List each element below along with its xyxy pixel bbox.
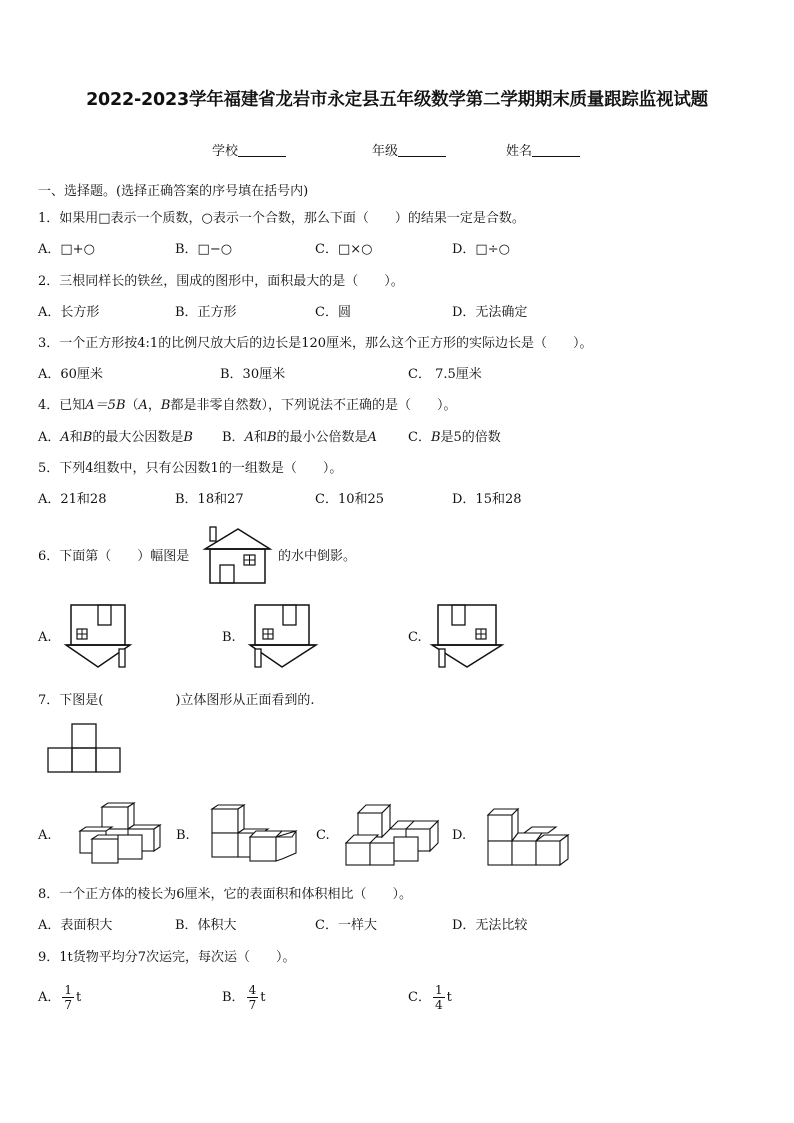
q2-option-c[interactable]: C．圆 — [315, 305, 351, 320]
q5-option-d[interactable]: D．15和28 — [452, 492, 522, 507]
school-label: 学校 — [212, 144, 239, 159]
q7-option-d-figure[interactable] — [486, 803, 578, 867]
q2-option-a[interactable]: A．长方形 — [38, 305, 100, 320]
q8-option-c[interactable]: C．一样大 — [315, 918, 377, 933]
q7-front-view — [46, 723, 126, 775]
q1-option-c[interactable]: C．□×○ — [315, 242, 373, 257]
q8-option-b[interactable]: B．体积大 — [175, 918, 237, 933]
q2-option-b[interactable]: B．正方形 — [175, 305, 237, 320]
q9-option-a[interactable]: A． $\frac{1}{7}$ t — [38, 983, 82, 1012]
fraction: $\frac{1}{4}$ — [434, 983, 443, 1012]
q3-option-c[interactable]: C． 7.5厘米 — [408, 367, 482, 382]
q8-option-d[interactable]: D．无法比较 — [452, 918, 528, 933]
question-3: 3．一个正方形按4:1的比例尺放大后的边长是120厘米，那么这个正方形的实际边长是（ ）。 — [38, 336, 593, 351]
school-field[interactable] — [212, 140, 286, 159]
q5-option-b[interactable]: B．18和27 — [175, 492, 244, 507]
q4-option-a[interactable]: A．A和B的最大公因数是B — [38, 430, 193, 445]
fraction: $\frac{4}{7}$ — [248, 983, 257, 1012]
q6-option-b-figure[interactable] — [246, 603, 322, 671]
q5-option-c[interactable]: C．10和25 — [315, 492, 385, 507]
question-7: 7．下图是( )立体图形从正面看到的. — [38, 693, 315, 708]
question-1: 1．如果用□表示一个质数，○表示一个合数，那么下面（ ）的结果一定是合数。 — [38, 211, 525, 226]
q1-option-a[interactable]: A．□+○ — [38, 242, 95, 257]
grade-field[interactable] — [372, 140, 446, 159]
q6-option-c-figure[interactable] — [430, 603, 506, 671]
question-9: 9．1t货物平均分7次运完，每次运（ ）。 — [38, 950, 296, 965]
grade-label: 年级 — [372, 144, 399, 159]
q7-option-a-figure[interactable] — [72, 803, 162, 865]
section-heading: 一、选择题。(选择正确答案的序号填在括号内) — [38, 184, 309, 199]
q8-option-a[interactable]: A．表面积大 — [38, 918, 113, 933]
q1-option-d[interactable]: D．□÷○ — [452, 242, 510, 257]
q6-option-c[interactable]: C. — [408, 630, 422, 645]
house-figure — [200, 527, 276, 585]
school-blank[interactable] — [238, 142, 286, 157]
q1-option-b[interactable]: B．□−○ — [175, 242, 233, 257]
name-label: 姓名 — [506, 144, 533, 159]
q7-option-c[interactable]: C. — [316, 828, 330, 843]
q2-option-d[interactable]: D．无法确定 — [452, 305, 528, 320]
question-8: 8．一个正方体的棱长为6厘米，它的表面积和体积相比（ ）。 — [38, 887, 413, 902]
question-6-part1: 6．下面第（ ）幅图是 — [38, 549, 190, 564]
question-6-part2: 的水中倒影。 — [278, 549, 357, 564]
fraction: $\frac{1}{7}$ — [64, 983, 73, 1012]
name-blank[interactable] — [532, 142, 580, 157]
q7-option-b-figure[interactable] — [208, 803, 300, 865]
q4-option-c[interactable]: C．B是5的倍数 — [408, 430, 501, 445]
q4-option-b[interactable]: B．A和B的最小公倍数是A — [222, 430, 377, 445]
q9-option-c[interactable]: C． $\frac{1}{4}$ t — [408, 983, 452, 1012]
q3-option-a[interactable]: A．60厘米 — [38, 367, 103, 382]
name-field[interactable] — [506, 140, 580, 159]
q6-option-a[interactable]: A. — [38, 630, 52, 645]
q7-option-a[interactable]: A. — [38, 828, 52, 843]
q5-option-a[interactable]: A．21和28 — [38, 492, 107, 507]
question-4: 4．已知A＝5B（A，B都是非零自然数），下列说法不正确的是（ ）。 — [38, 398, 457, 413]
question-5: 5．下列4组数中，只有公因数1的一组数是（ ）。 — [38, 461, 343, 476]
grade-blank[interactable] — [398, 142, 446, 157]
page-title: 2022-2023学年福建省龙岩市永定县五年级数学第二学期期末质量跟踪监视试题 — [86, 90, 708, 110]
q3-option-b[interactable]: B．30厘米 — [220, 367, 286, 382]
q6-option-b[interactable]: B. — [222, 630, 236, 645]
q7-option-d[interactable]: D. — [452, 828, 467, 843]
q7-option-b[interactable]: B. — [176, 828, 190, 843]
q7-option-c-figure[interactable] — [344, 803, 446, 867]
q9-option-b[interactable]: B． $\frac{4}{7}$ t — [222, 983, 266, 1012]
question-2: 2．三根同样长的铁丝，围成的图形中，面积最大的是（ ）。 — [38, 274, 404, 289]
q6-option-a-figure[interactable] — [64, 603, 140, 671]
